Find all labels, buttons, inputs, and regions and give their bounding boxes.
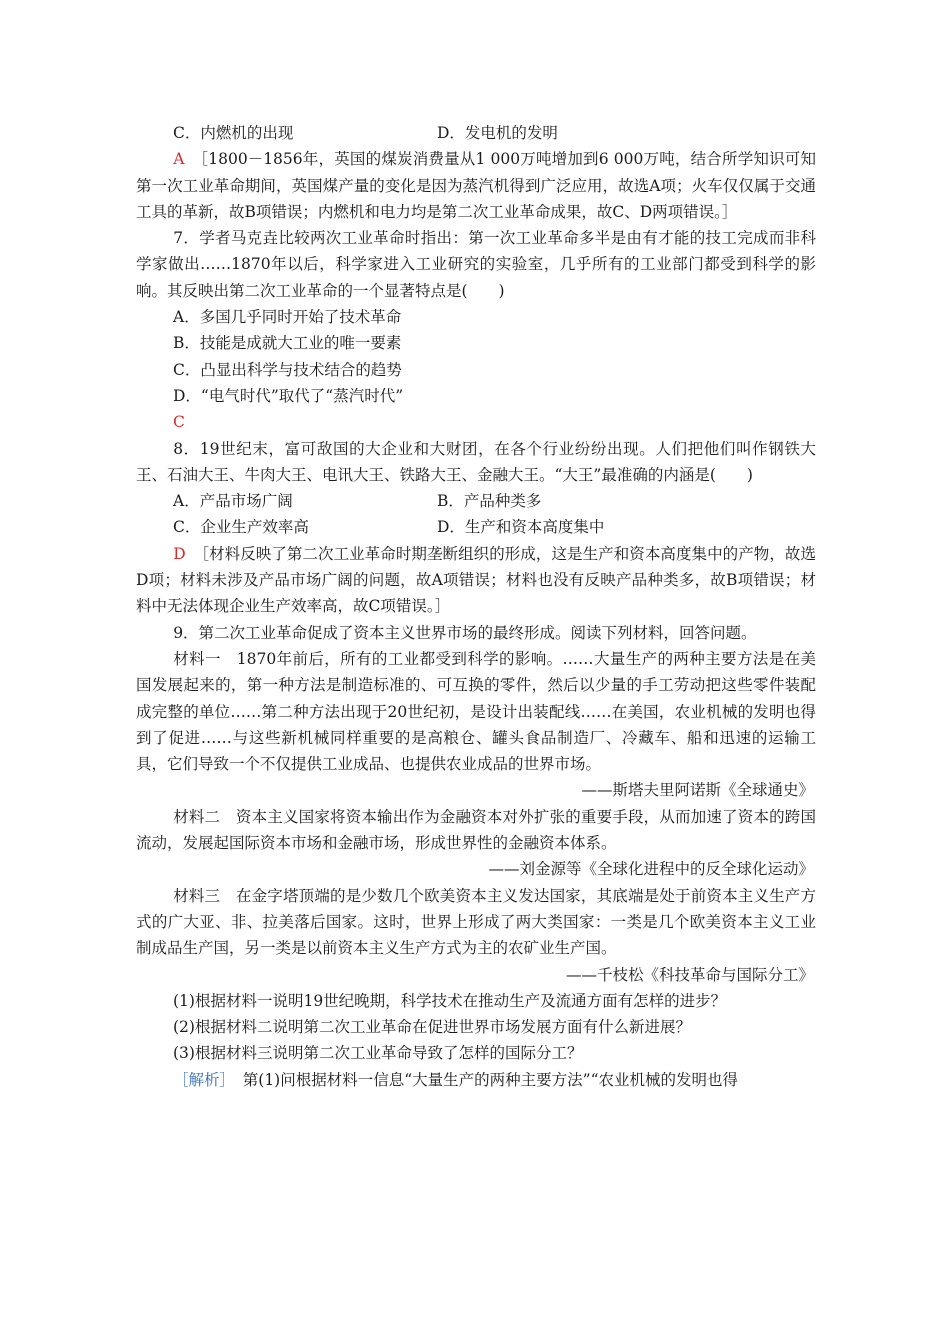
q8-options-row-2 <box>136 514 816 540</box>
q9-stem: 9．第二次工业革命促成了资本主义世界市场的最终形成。阅读下列材料，回答问题。 <box>173 623 757 642</box>
q8-option-d: D．生产和资本高度集中 <box>437 518 605 537</box>
q9-material-3: 材料三 在金字塔顶端的是少数几个欧美资本主义发达国家，其底端是处于前资本主义生产方式的广大亚、非、拉美落后国家。这时，世界上形成了两大类国家：一类是几个欧美资本主义工业制成品生产国，另一类是以前资本主义生产方式为主的农矿业生产国。 <box>136 886 816 958</box>
q9-analysis <box>136 1067 816 1093</box>
q9-material-1: 材料一 1870年前后，所有的工业都受到科学的影响。……大量生产的两种主要方法是在美国发展起来的，第一种方法是制造标准的、可互换的零件，然后以少量的手工劳动把这些零件装配成完整的单位……第二种方法出现于20世纪初，是设计出装配线……在美国，农业机械的发明也得到了促进……与这些新机械同样重要的是高粮仓、罐头食品制造厂、冷藏车、船和迅速的运输工具，它们导致一个不仅提供工业成品、也提供农业成品的世界市场。 <box>136 649 816 774</box>
q8-stem: 8．19世纪末，富可敌国的大企业和大财团，在各个行业纷纷出现。人们把他们叫作钢铁大王、石油大王、牛肉大王、电讯大王、铁路大王、金融大王。“大王”最准确的内涵是( ) <box>136 439 816 484</box>
q8-answer: D <box>173 544 186 563</box>
analysis-text: 第(1)问根据材料一信息“大量生产的两种主要方法”“农业机械的发明也得 <box>227 1070 738 1089</box>
q9-material-2: 材料二 资本主义国家将资本输出作为金融资本对外扩张的重要手段，从而加速了资本的跨国流动，发展起国际资本市场和金融市场，形成世界性的金融资本体系。 <box>136 807 816 853</box>
q7-option-c: C．凸显出科学与技术结合的趋势 <box>173 360 402 379</box>
q6-explanation: ［1800－1856年，英国的煤炭消费量从1 000万吨增加到6 000万吨，结合所学知识可知第一次工业革命期间，英国煤产量的变化是因为蒸汽机得到广泛应用，故选A项；火车仅仅属于交通工具的革新，故B项错误；内燃机和电力均是第二次工业革命成果，故C、D两项错误。］ <box>136 150 816 221</box>
q9-source-1: ——斯塔夫里阿诺斯《全球通史》 <box>581 781 814 800</box>
q6-option-c: C．内燃机的出现 <box>173 124 294 142</box>
analysis-label: ［解析］ <box>173 1070 228 1089</box>
q7-option-a: A．多国几乎同时开始了技术革命 <box>173 308 402 327</box>
q8-option-a: A．产品市场广阔 <box>173 492 293 511</box>
q7-option-d: D．“电气时代”取代了“蒸汽时代” <box>173 386 404 405</box>
q8-explanation-paragraph <box>136 541 816 620</box>
q8-option-b: B．产品种类多 <box>437 492 542 511</box>
q9-question-3: (3)根据材料三说明第二次工业革命导致了怎样的国际分工？ <box>173 1044 583 1063</box>
q9-source-3: ——千枝松《科技革命与国际分工》 <box>565 965 814 984</box>
q7-option-b: B．技能是成就大工业的唯一要素 <box>173 334 402 353</box>
q6-options-row <box>136 120 816 146</box>
q8-options-row-1 <box>136 488 816 514</box>
q6-option-d: D．发电机的发明 <box>437 124 558 142</box>
q7-stem: 7．学者马克垚比较两次工业革命时指出：第一次工业革命多半是由有才能的技工完成而非科学家做出……1870年以后，科学家进入工业研究的实验室，几乎所有的工业部门都受到科学的影响。其反映出第二次工业革命的一个显著特点是( ) <box>136 229 816 300</box>
q8-explanation: ［材料反映了第二次工业革命时期垄断组织的形成，这是生产和资本高度集中的产物，故选D项；材料未涉及产品市场广阔的问题，故A项错误；材料也没有反映产品种类多，故B项错误；材料中无法体现企业生产效率高，故C项错误。］ <box>136 544 816 616</box>
q9-question-1: (1)根据材料一说明19世纪晚期，科学技术在推动生产及流通方面有怎样的进步？ <box>173 991 727 1010</box>
q6-answer: A <box>173 150 185 169</box>
q7-answer: C <box>173 413 185 432</box>
q9-question-2: (2)根据材料二说明第二次工业革命在促进世界市场发展方面有什么新进展？ <box>173 1018 691 1037</box>
document-page <box>136 120 816 1093</box>
q9-source-2: ——刘金源等《全球化进程中的反全球化运动》 <box>488 860 814 879</box>
q8-option-c: C．企业生产效率高 <box>173 518 309 537</box>
q6-explanation-paragraph <box>136 146 816 225</box>
